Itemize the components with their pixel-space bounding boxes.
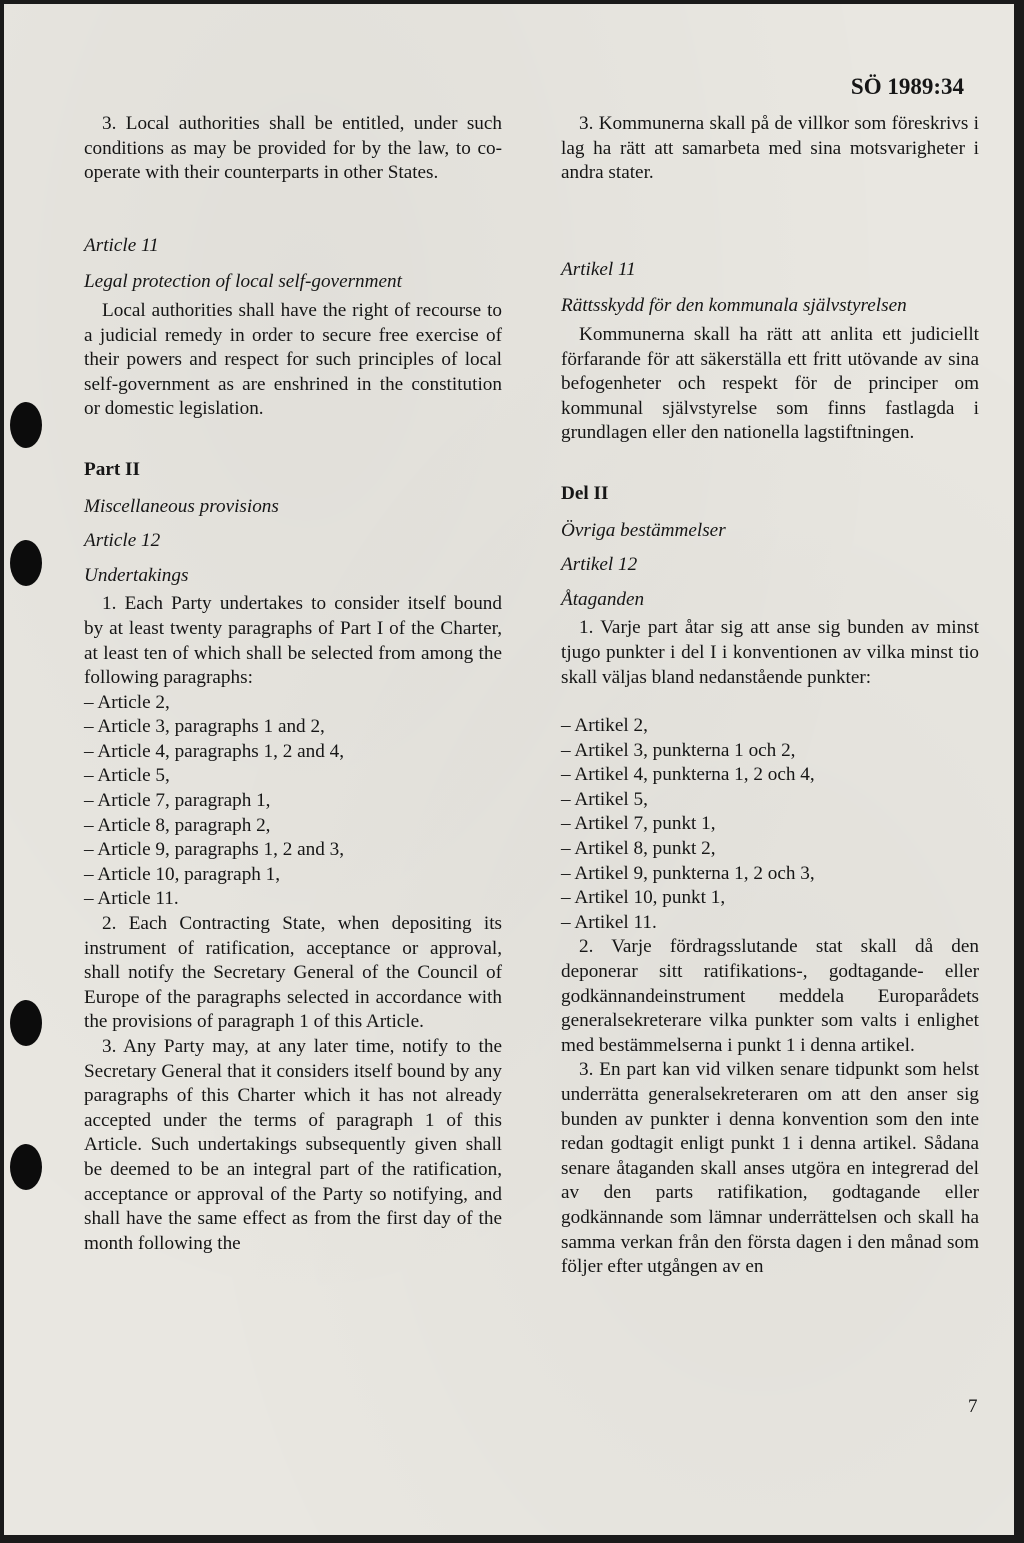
list-item: – Article 10, paragraph 1,	[84, 863, 281, 885]
list-item: – Artikel 7, punkt 1,	[561, 813, 716, 835]
document-id: SÖ 1989:34	[850, 74, 964, 99]
document-page	[4, 4, 1014, 1535]
list-item: – Artikel 11.	[561, 911, 657, 933]
article-12-heading: Article 12	[84, 530, 161, 552]
list-item: – Artikel 9, punkterna 1, 2 och 3,	[561, 862, 815, 884]
list-item: – Article 3, paragraphs 1 and 2,	[84, 716, 325, 738]
article-11-title: Rättsskydd för den kommunala självstyrelsen	[561, 295, 907, 317]
list-item: – Artikel 10, punkt 1,	[561, 887, 726, 909]
punch-hole	[10, 1144, 42, 1190]
article-12-paragraph-1: 1. Varje part åtar sig att anse sig bunden av minst tjugo punkter i del I i konventionen av vilka minst tio skall väljas bland nedanstående punkter:	[561, 617, 979, 688]
paragraph-3-previous: 3. Kommunerna skall på de villkor som föreskrivs i lag ha rätt att samarbeta med sina motsvarigheter i andra stater.	[561, 113, 979, 184]
article-list	[561, 714, 979, 935]
list-item: – Artikel 5,	[561, 788, 648, 810]
list-item: – Article 9, paragraphs 1, 2 and 3,	[84, 839, 345, 861]
english-column	[84, 112, 502, 1256]
swedish-column	[561, 112, 979, 1280]
article-12-heading: Artikel 12	[561, 554, 638, 576]
article-12-title: Undertakings	[84, 564, 189, 586]
part-ii-title: Miscellaneous provisions	[84, 495, 279, 517]
list-item: – Artikel 4, punkterna 1, 2 och 4,	[561, 764, 815, 786]
punch-hole	[10, 540, 42, 586]
part-ii-heading: Part II	[84, 458, 140, 480]
article-12-paragraph-3: 3. En part kan vid vilken senare tidpunkt som helst underrätta generalsekreteraren om att den anser sig bunden av punkter i denna konvention som den inte redan godtagit enligt punkt 1 i denna artikel. Sådana senare åtaganden skall anses utgöra en integrerad del av den parts ratifikation, godtagande eller godkännande som lämnar underrättelsen och skall ha samma verkan från den första dagen i den månad som följer efter utgången av en	[561, 1059, 979, 1278]
list-item: – Artikel 3, punkterna 1 och 2,	[561, 739, 796, 761]
article-list	[84, 691, 502, 912]
article-12-paragraph-2: 2. Varje fördragsslutande stat skall då den deponerar sitt ratifikations-, godtagande- eller godkännandeinstrument meddela Europarådets generalsekreterare vilka punkter som valts i enlighet med bestämmelserna i punkt 1 i denna artikel.	[561, 936, 979, 1056]
article-12-paragraph-2: 2. Each Contracting State, when depositing its instrument of ratification, acceptance or approval, shall notify the Secretary General of the Council of Europe of the paragraphs selected in accordance with the provisions of paragraph 1 of this Article.	[84, 913, 502, 1033]
article-11-text: Kommunerna skall ha rätt att anlita ett judiciellt förfarande för att säkerställa ett fritt utövande av sina befogenheter och respekt för de principer om kommunal självstyrelse som finns fastlagda i grundlagen eller den nationella lagstiftningen.	[561, 323, 979, 444]
article-11-heading: Artikel 11	[561, 258, 636, 280]
list-item: – Article 2,	[84, 691, 170, 713]
list-item: – Article 7, paragraph 1,	[84, 790, 271, 812]
list-item: – Artikel 2,	[561, 715, 648, 737]
list-item: – Article 11.	[84, 888, 179, 910]
paragraph-3-previous: 3. Local authorities shall be entitled, under such conditions as may be provided for by the law, to co-operate with their counterparts in other States.	[84, 113, 502, 184]
list-item: – Article 5,	[84, 765, 170, 787]
article-11-title: Legal protection of local self-government	[84, 271, 402, 293]
article-12-paragraph-1: 1. Each Party undertakes to consider itself bound by at least twenty paragraphs of Part I of the Charter, at least ten of which shall be selected from among the following paragraphs:	[84, 593, 502, 689]
article-12-title: Åtaganden	[561, 588, 645, 610]
article-12-paragraph-3: 3. Any Party may, at any later time, notify to the Secretary General that it considers itself bound by any paragraphs of this Charter which it has not already accepted under the terms of paragraph 1 of this Article. Such undertakings subsequently given shall be deemed to be an integral part of the ratification, acceptance or approval of the Party so notifying, and shall have the same effect as from the first day of the month following the	[84, 1036, 502, 1254]
part-ii-title: Övriga bestämmelser	[561, 519, 726, 541]
part-ii-heading: Del II	[561, 482, 609, 504]
list-item: – Article 8, paragraph 2,	[84, 814, 271, 836]
punch-hole	[10, 1000, 42, 1046]
article-11-heading: Article 11	[84, 234, 159, 256]
list-item: – Artikel 8, punkt 2,	[561, 838, 716, 860]
article-11-text: Local authorities shall have the right of recourse to a judicial remedy in order to secure free exercise of their powers and respect for such principles of local self-government as are enshrined in the constitution or domestic legislation.	[84, 299, 502, 420]
punch-hole	[10, 402, 42, 448]
page-number: 7	[968, 1396, 978, 1417]
list-item: – Article 4, paragraphs 1, 2 and 4,	[84, 740, 345, 762]
